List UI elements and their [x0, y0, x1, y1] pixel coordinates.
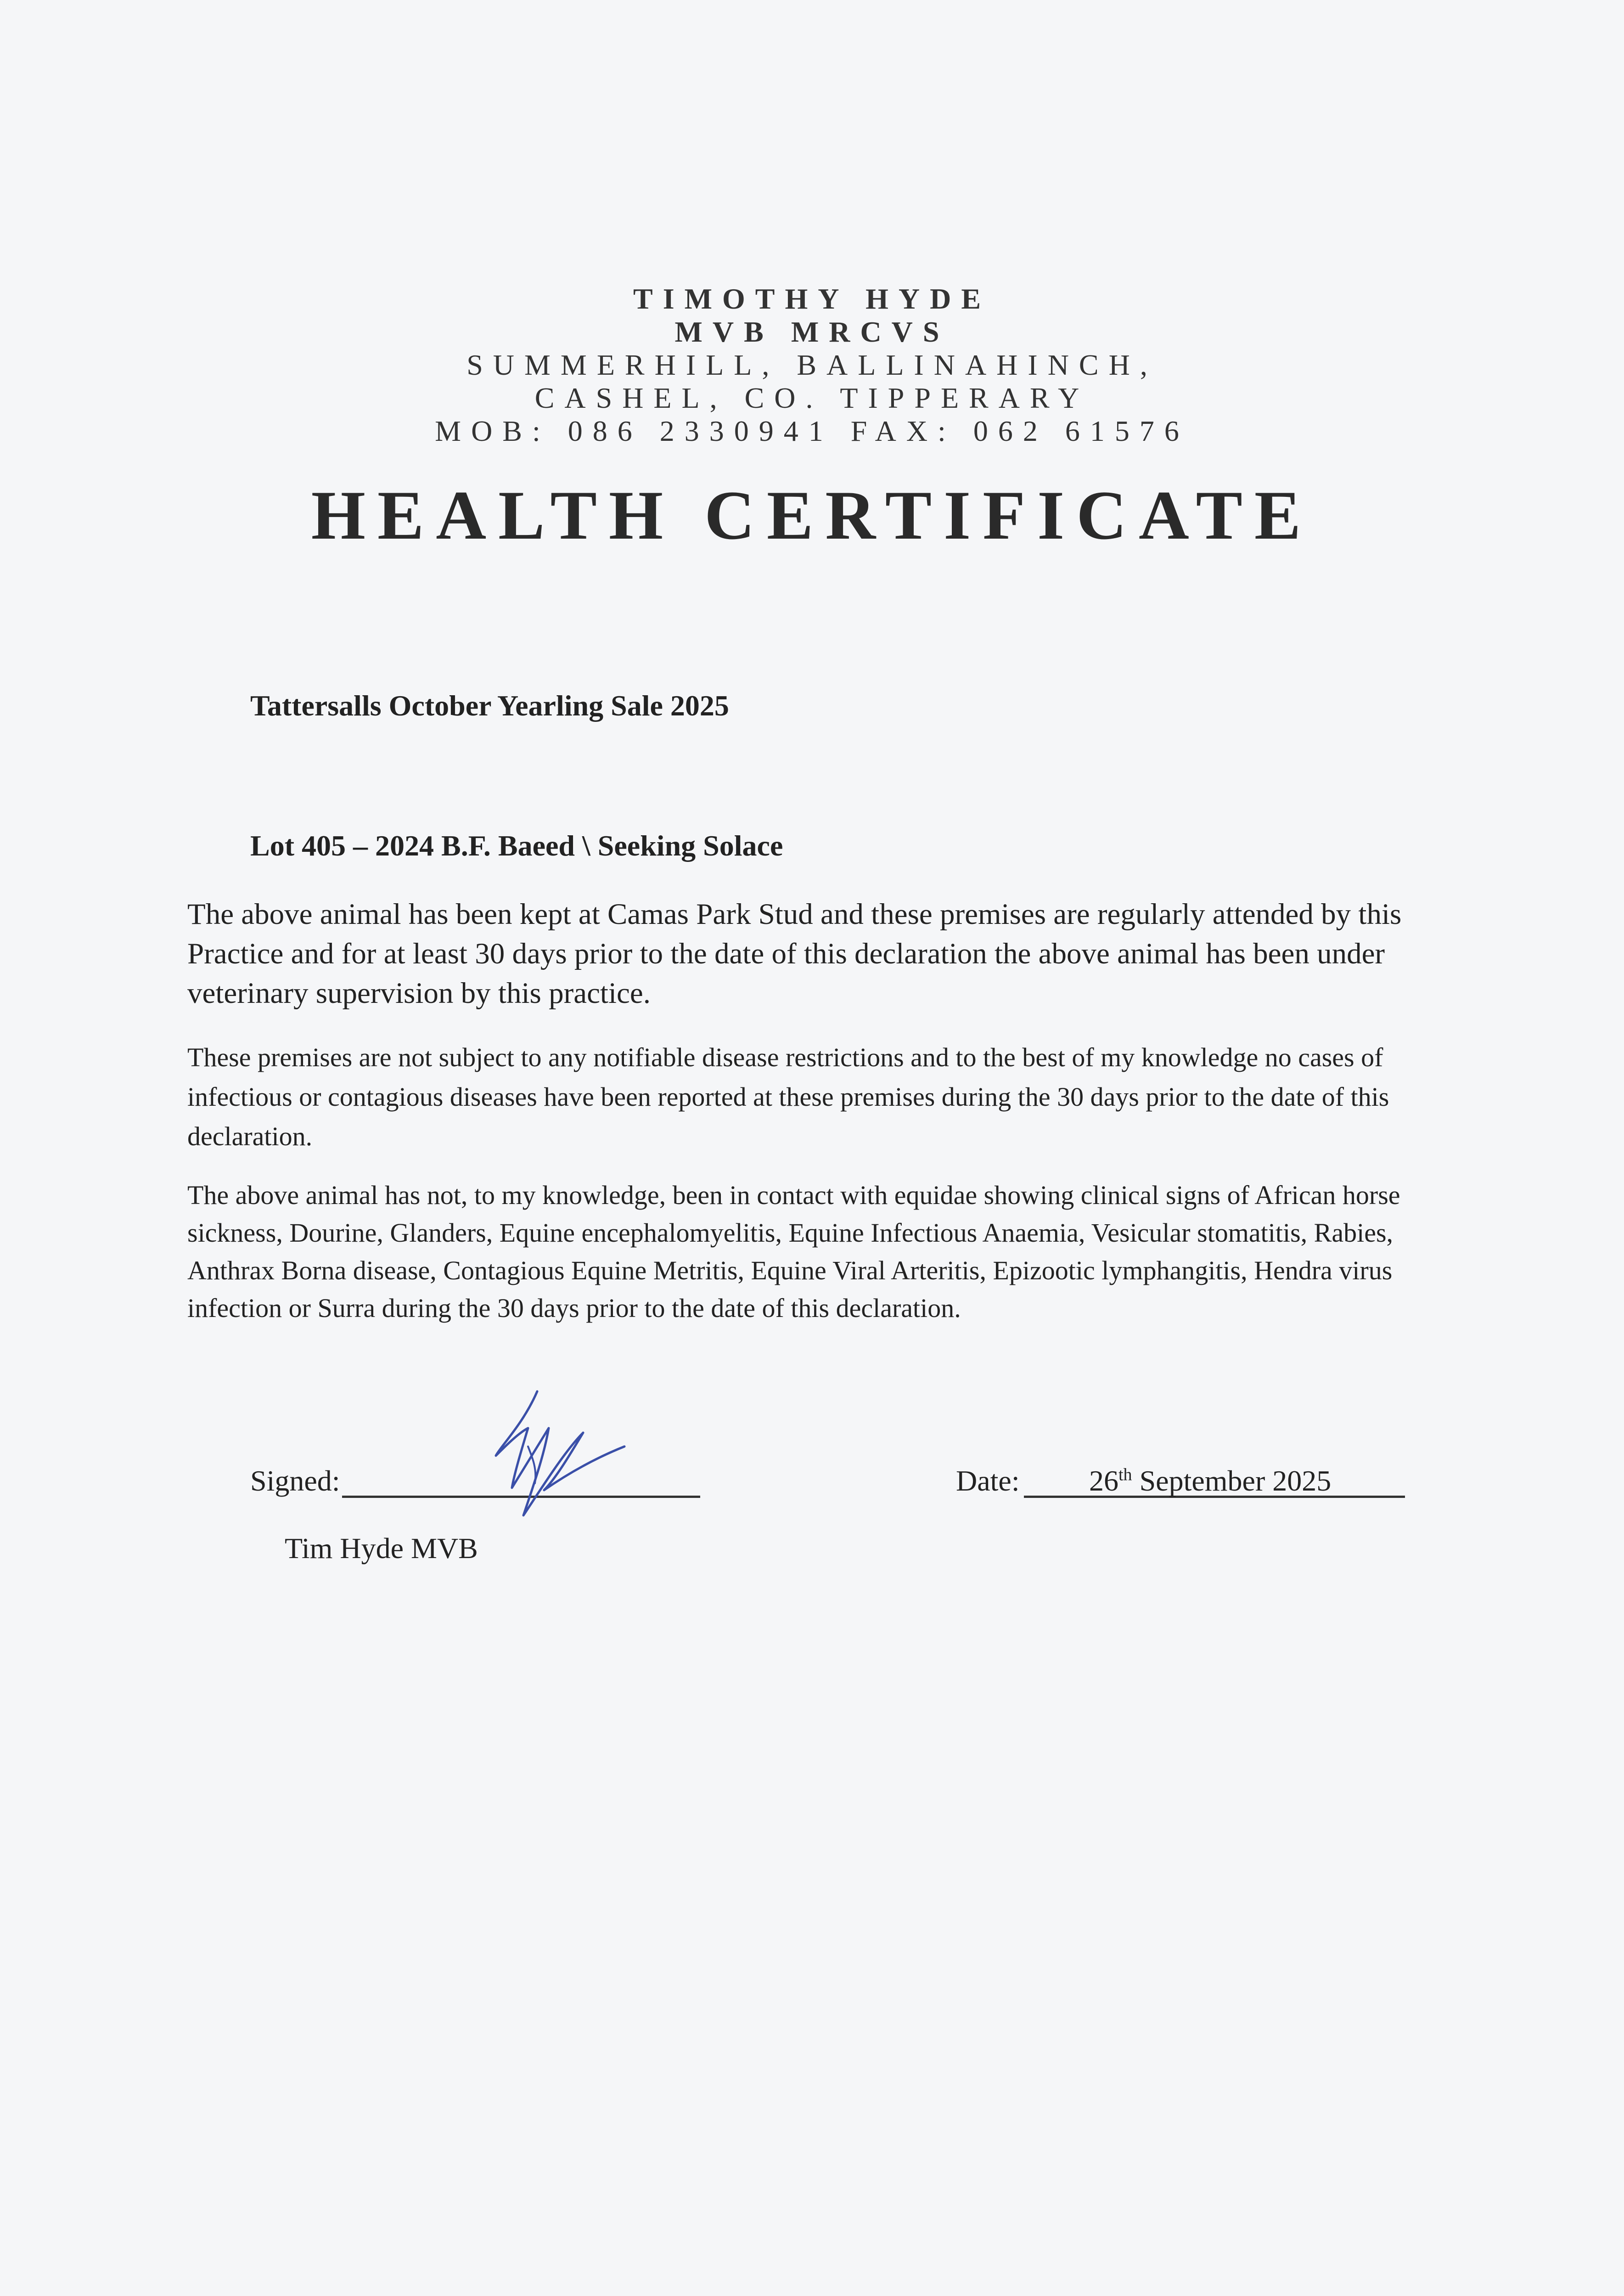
paragraph-supervision	[187, 895, 1455, 1013]
paragraph-contact	[187, 1176, 1455, 1327]
document-title: HEALTH CERTIFICATE	[311, 477, 1313, 554]
letterhead	[0, 282, 1624, 448]
contact-numbers: MOB: 086 2330941 FAX: 062 61576	[435, 415, 1189, 447]
address-line-2: CASHEL, CO. TIPPERARY	[534, 382, 1090, 414]
date-month-year: September 2025	[1132, 1464, 1332, 1497]
signature-stroke	[496, 1391, 624, 1515]
handwritten-signature	[468, 1378, 634, 1529]
paragraph-premises	[187, 1038, 1455, 1156]
date-day: 26	[1089, 1464, 1118, 1497]
date-suffix: th	[1118, 1465, 1132, 1485]
signed-label: Signed:	[250, 1464, 340, 1497]
signer-name: Tim Hyde MVB	[285, 1532, 478, 1564]
lot-title: Lot 405 – 2024 B.F. Baeed \ Seeking Solace	[250, 829, 783, 862]
sale-title: Tattersalls October Yearling Sale 2025	[250, 689, 729, 722]
address-line-1: SUMMERHILL, BALLINAHINCH,	[466, 349, 1158, 381]
paragraph-text: The above animal has not, to my knowledge, been in contact with equidae showing clinical signs of African horse sickness, Dourine, Glanders, Equine encephalomyelitis, Equine Infectious Anaemia, Vesicular stomatitis, Rabies, Anthrax Borna disease, Contagious Equine Metritis, Equine Viral Arteritis, Epizootic lymphangitis, Hendra virus infection or Surra during the 30 days prior to the date of this declaration.	[187, 1180, 1400, 1323]
paragraph-text: These premises are not subject to any notifiable disease restrictions and to the best of my knowledge no cases of infectious or contagious diseases have been reported at these premises during the 30 days prior to the date of this declaration.	[187, 1042, 1389, 1151]
practitioner-name: TIMOTHY HYDE	[633, 282, 991, 315]
date-label: Date:	[956, 1464, 1020, 1497]
paragraph-text: The above animal has been kept at Camas Park Stud and these premises are regularly attended by this Practice and for at least 30 days prior to the date of this declaration the above animal has been under veterinary supervision by this practice.	[187, 898, 1402, 1010]
practitioner-credentials: MVB MRCVS	[674, 315, 950, 348]
signature-date	[1089, 1464, 1331, 1498]
